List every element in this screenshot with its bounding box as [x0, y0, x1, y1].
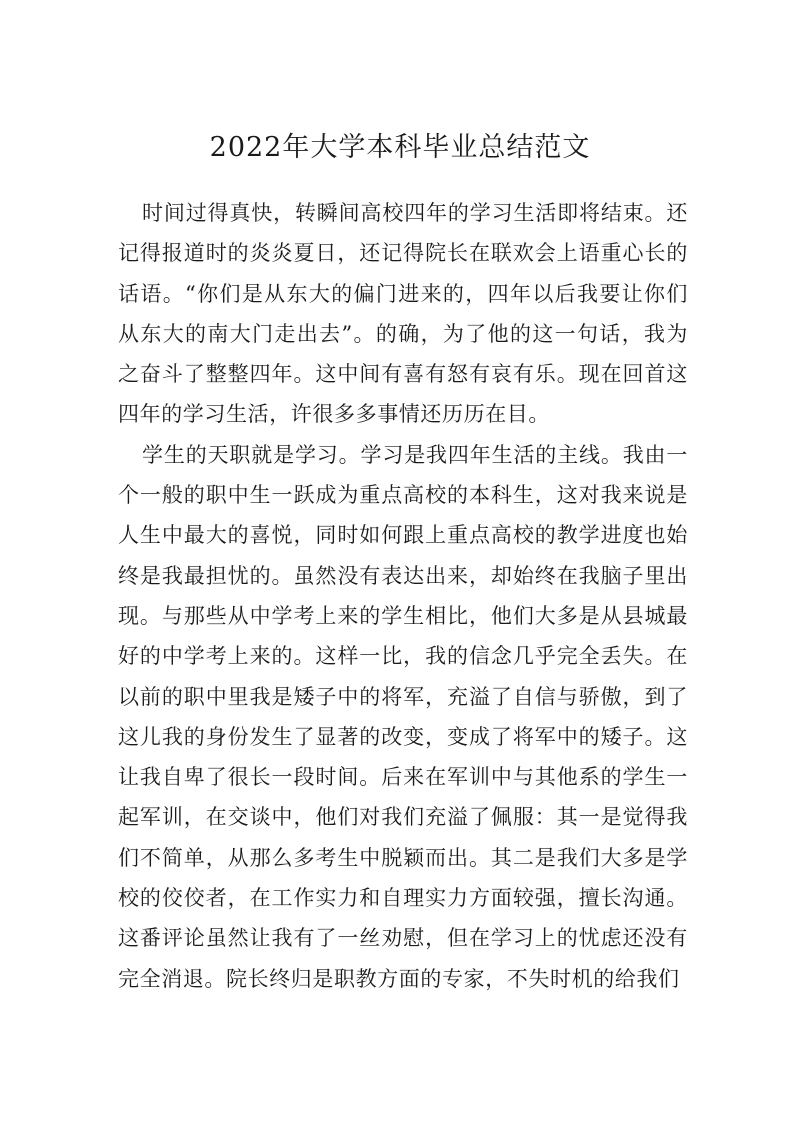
page-title: 2022年大学本科毕业总结范文: [209, 132, 591, 163]
paragraph-1: 时间过得真快，转瞬间高校四年的学习生活即将结束。还记得报道时的炎炎夏日，还记得院长在联欢会上语重心长的话语。“你们是从东大的偏门进来的，四年以后我要让你们从东大的南大门走出去”。的确，为了他的这一句话，我为之奋斗了整整四年。这中间有喜有怒有哀有乐。现在回首这四年的学习生活，许很多多事情还历历在目。: [118, 201, 688, 427]
paragraph-2: 学生的天职就是学习。学习是我四年生活的主线。我由一个一般的职中生一跃成为重点高校的本科生，这对我来说是人生中最大的喜悦，同时如何跟上重点高校的教学进度也始终是我最担忧的。虽然没有表达出来，却始终在我脑子里出现。与那些从中学考上来的学生相比，他们大多是从县城最好的中学考上来的。这样一比，我的信念几乎完全丢失。在以前的职中里我是矮子中的将军，充溢了自信与骄傲，到了这儿我的身份发生了显著的改变，变成了将军中的矮子。这让我自卑了很长一段时间。后来在军训中与其他系的学生一起军训，在交谈中，他们对我们充溢了佩服：其一是觉得我们不简单，从那么多考生中脱颖而出。其二是我们大多是学校的佼佼者，在工作实力和自理实力方面较强，擅长沟通。这番评论虽然让我有了一丝劝慰，但在学习上的忧虑还没有完全消退。院长终归是职教方面的专家，不失时机的给我们: [118, 442, 688, 991]
document-body: [118, 193, 688, 999]
